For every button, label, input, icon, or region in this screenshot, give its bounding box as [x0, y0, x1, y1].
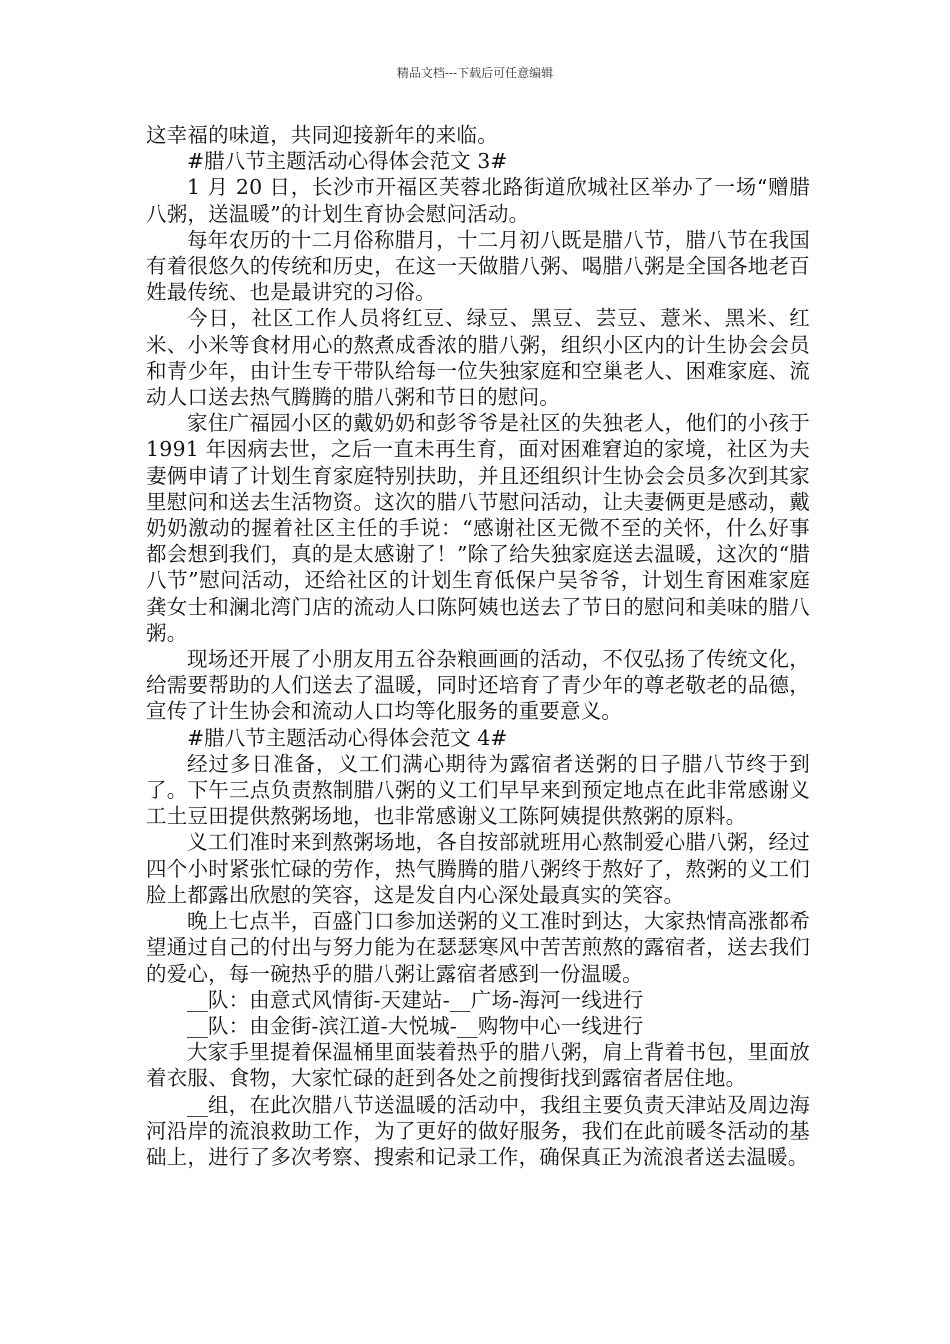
paragraph: __队：由意式风情街-天建站-__广场-海河一线进行	[187, 987, 644, 1012]
paragraph: 这幸福的味道，共同迎接新年的来临。	[146, 123, 498, 147]
paragraph: 现场还开展了小朋友用五谷杂粮画画的活动，不仅弘扬了传统文化，给需要帮助的人们送去了温暖，同时还培育了青少年的尊老敬老的品德，宣传了计生协会和流动人口均等化服务的重要意义。	[146, 647, 810, 724]
paragraph: __队：由金街-滨江道-大悦城-__购物中心一线进行	[187, 1013, 644, 1038]
paragraph: 每年农历的十二月俗称腊月，十二月初八既是腊八节，腊八节在我国有着很悠久的传统和历史，在这一天做腊八粥、喝腊八粥是全国各地老百姓最传统、也是最讲究的习俗。	[146, 227, 810, 305]
paragraph: 晚上七点半，百盛门口参加送粥的义工准时到达，大家热情高涨都希望通过自己的付出与努力能为在瑟瑟寒风中苦苦煎熬的露宿者，送去我们的爱心，每一碗热乎的腊八粥让露宿者感到一份温暖。	[146, 909, 810, 986]
paragraph: 1 月 20 日，长沙市开福区芙蓉北路街道欣城社区举办了一场“赠腊八粥，送温暖”的计划生育协会慰问活动。	[146, 175, 810, 226]
paragraph: 大家手里提着保温桶里面装着热乎的腊八粥，肩上背着书包，里面放着衣服、食物，大家忙碌的赶到各处之前搜街找到露宿者居住地。	[146, 1040, 810, 1091]
document-body	[146, 122, 810, 1170]
section-heading: #腊八节主题活动心得体会范文 4#	[187, 725, 508, 750]
section-heading: #腊八节主题活动心得体会范文 3#	[187, 149, 508, 174]
page-header: 精品文档---下载后可任意编辑	[396, 66, 554, 80]
paragraph: 今日，社区工作人员将红豆、绿豆、黑豆、芸豆、薏米、黑米、红米、小米等食材用心的熬煮成香浓的腊八粥，组织小区内的计生协会会员和青少年，由计生专干带队给每一位失独家庭和空巢老人、困难家庭、流动人口送去热气腾腾的腊八粥和节日的慰问。	[146, 306, 810, 410]
paragraph: 经过多日准备，义工们满心期待为露宿者送粥的日子腊八节终于到了。下午三点负责熬制腊八粥的义工们早早来到预定地点在此非常感谢义工土豆田提供熬粥场地，也非常感谢义工陈阿姨提供熬粥的原料。	[146, 751, 810, 829]
paragraph: 义工们准时来到熬粥场地，各自按部就班用心熬制爱心腊八粥，经过四个小时紧张忙碌的劳作，热气腾腾的腊八粥终于熬好了，熬粥的义工们脸上都露出欣慰的笑容，这是发自内心深处最真实的笑容。	[146, 830, 810, 907]
paragraph: __组，在此次腊八节送温暖的活动中，我组主要负责天津站及周边海河沿岸的流浪救助工作，为了更好的做好服务，我们在此前暖冬活动的基础上，进行了多次考察、搜索和记录工作，确保真正为流浪者送去温暖。	[146, 1092, 810, 1169]
paragraph: 家住广福园小区的戴奶奶和彭爷爷是社区的失独老人，他们的小孩于 1991 年因病去世，之后一直未再生育，面对困难窘迫的家境，社区为夫妻俩申请了计划生育家庭特别扶助，并且还组织计生协会会员多次到其家里慰问和送去生活物资。这次的腊八节慰问活动，让夫妻俩更是感动，戴奶奶激动的握着社区主任的手说：“感谢社区无微不至的关怀，什么好事都会想到我们，真的是太感谢了！”除了给失独家庭送去温暖，这次的“腊八节”慰问活动，还给社区的计划生育低保户吴爷爷，计划生育困难家庭龚女士和澜北湾门店的流动人口陈阿姨也送去了节日的慰问和美味的腊八粥。	[146, 411, 810, 645]
